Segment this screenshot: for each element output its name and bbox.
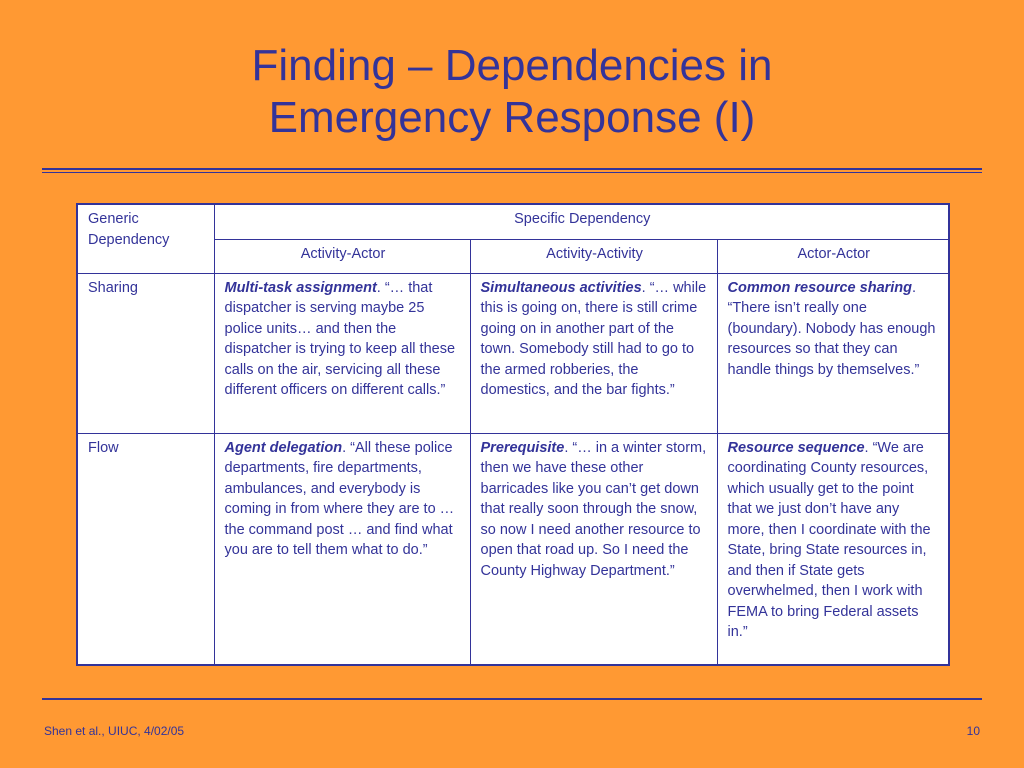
- table-row-flow: [77, 433, 949, 665]
- quote-common-resource-sharing: . “There isn’t really one (boundary). Nobody has enough resources so that they can handle things by themselves.”: [727, 279, 936, 378]
- footer-citation: Shen et al., UIUC, 4/02/05: [44, 724, 185, 738]
- term-common-resource-sharing: Common resource sharing: [727, 279, 913, 296]
- row-label-flow: Flow: [77, 433, 214, 665]
- slide-number: 10: [966, 724, 980, 738]
- dependency-table: [76, 203, 950, 666]
- table-header-row: [77, 204, 949, 239]
- table-row-sharing: [77, 273, 949, 433]
- term-multi-task-assignment: Multi-task assignment: [224, 279, 377, 296]
- slide-title: [0, 40, 1024, 144]
- cell-flow-actor-actor: [717, 433, 949, 665]
- quote-agent-delegation: . “All these police departments, fire departments, ambulances, and everybody is coming in from where they are to … the command post … and find what you are to tell them what to do.”: [224, 439, 455, 558]
- term-agent-delegation: Agent delegation: [224, 439, 343, 456]
- column-header-activity-activity: Activity-Activity: [470, 239, 717, 273]
- cell-sharing-actor-actor: [717, 273, 949, 433]
- footer-divider: [42, 698, 982, 700]
- cell-flow-activity-activity: [470, 433, 717, 665]
- quote-multi-task-assignment: . “… that dispatcher is serving maybe 25 police units… and then the dispatcher is trying to keep all these calls on the air, servicing all these different officers on different calls.”: [224, 279, 456, 398]
- slide-title-line2: Emergency Response (I): [268, 93, 756, 142]
- title-divider: [42, 168, 982, 173]
- term-resource-sequence: Resource sequence: [727, 439, 865, 456]
- cell-sharing-activity-activity: [470, 273, 717, 433]
- quote-prerequisite: . “… in a winter storm, then we have these other barricades like you can’t get down that really soon through the snow, so now I need another resource to open that road up. So I need the County Highway Department.”: [480, 439, 707, 579]
- row-label-sharing: Sharing: [77, 273, 214, 433]
- generic-dependency-header: Generic Dependency: [77, 204, 214, 273]
- specific-dependency-header: Specific Dependency: [214, 204, 949, 239]
- quote-simultaneous-activities: . “… while this is going on, there is still crime going on in another part of the town. Somebody still had to go to the armed robberies, the domestics, and the bar fights.”: [480, 279, 707, 398]
- column-header-actor-actor: Actor-Actor: [717, 239, 949, 273]
- term-prerequisite: Prerequisite: [480, 439, 565, 456]
- slide-title-line1: Finding – Dependencies in: [251, 41, 773, 90]
- cell-flow-activity-actor: [214, 433, 470, 665]
- term-simultaneous-activities: Simultaneous activities: [480, 279, 642, 296]
- quote-resource-sequence: . “We are coordinating County resources, which usually get to the point that we just don’t have any more, then I coordinate with the State, bring State resources in, and then if State gets overwhelmed, then I work with FEMA to bring Federal assets in.”: [727, 439, 931, 640]
- column-header-activity-actor: Activity-Actor: [214, 239, 470, 273]
- cell-sharing-activity-actor: [214, 273, 470, 433]
